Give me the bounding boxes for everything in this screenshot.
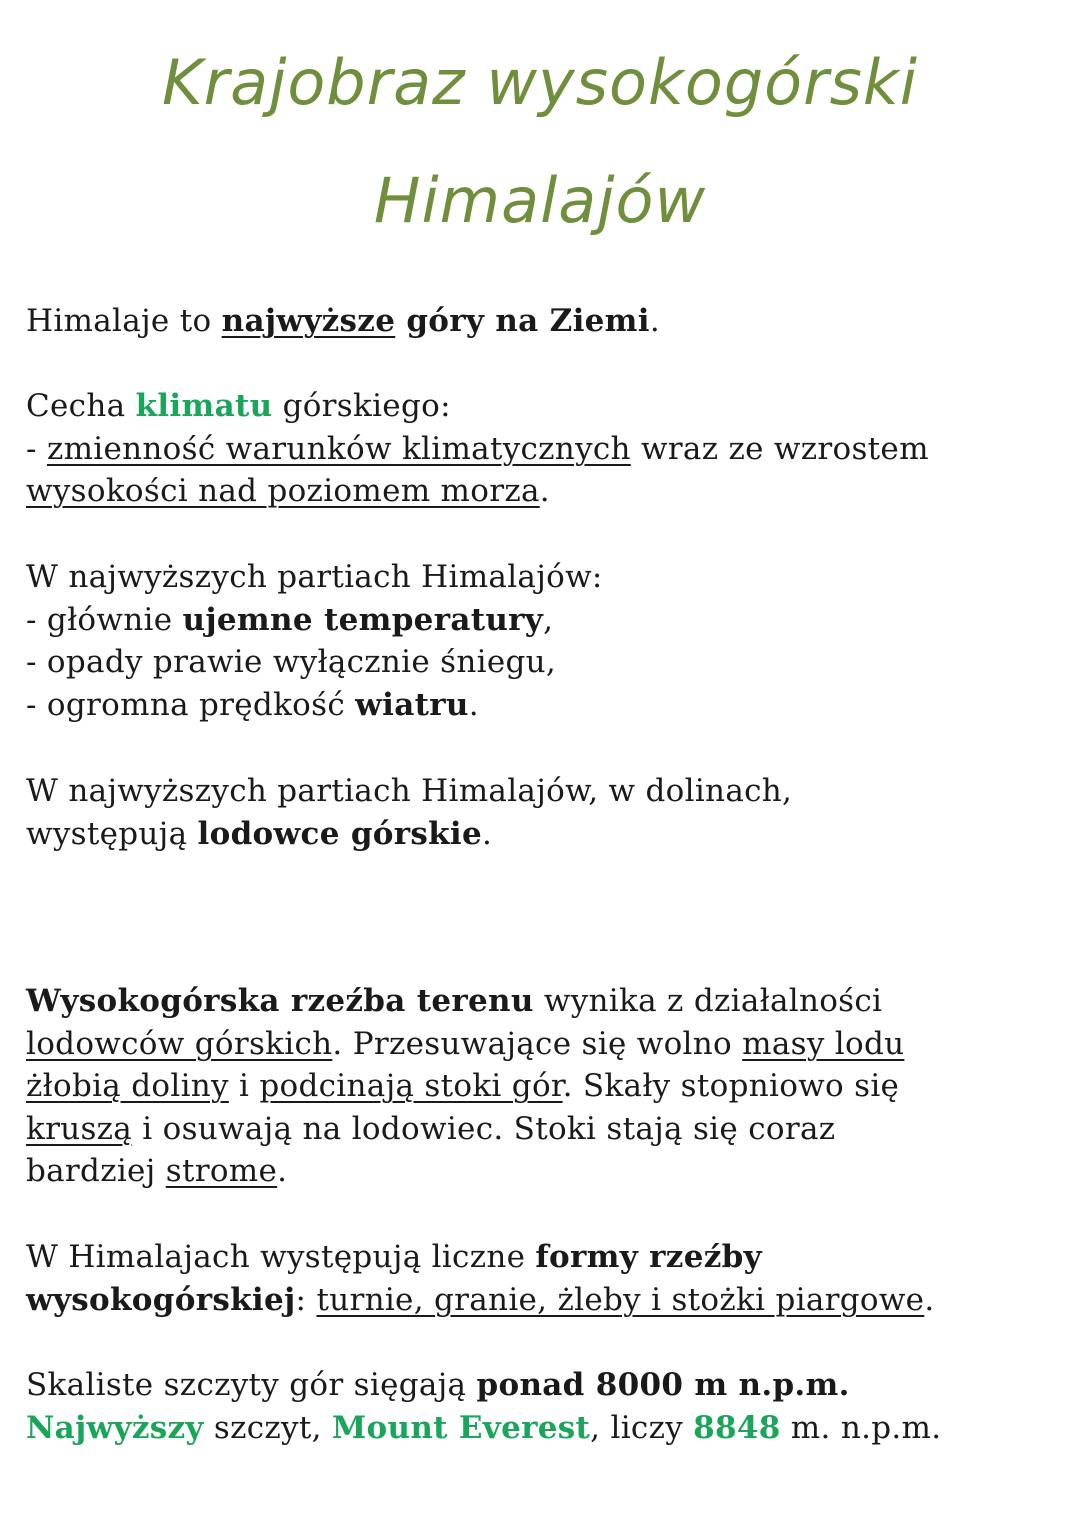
highest-parts-paragraph bbox=[26, 556, 1066, 726]
list-item: - ogromna prędkość wiatru. bbox=[26, 686, 479, 723]
relief-line-4: kruszą i osuwają na lodowiec. Stoki stają się coraz bbox=[26, 1110, 836, 1147]
relief-line-2: lodowców górskich. Przesuwające się wolno masy lodu bbox=[26, 1025, 905, 1062]
peaks-line-1: Skaliste szczyty gór sięgają ponad 8000 m n.p.m. bbox=[26, 1367, 850, 1403]
glaciers-paragraph bbox=[26, 770, 1066, 855]
climate-line-2: - zmienność warunków klimatycznych wraz ze wzrostem bbox=[26, 430, 929, 467]
relief-paragraph bbox=[26, 980, 1066, 1193]
climate-heading: Cecha klimatu górskiego: bbox=[26, 388, 451, 424]
forms-line-1: W Himalajach występują liczne formy rzeźby bbox=[26, 1239, 762, 1275]
page-title-line-1: Krajobraz wysokogórski bbox=[161, 46, 919, 119]
relief-line-3: żłobią doliny i podcinają stoki gór. Skały stopniowo się bbox=[26, 1068, 900, 1104]
peaks-paragraph bbox=[26, 1364, 1066, 1449]
relief-line-1: Wysokogórska rzeźba terenu wynika z działalności bbox=[26, 983, 883, 1019]
highest-parts-heading: W najwyższych partiach Himalajów: bbox=[26, 559, 603, 595]
peaks-line-2: Najwyższy szczyt, Mount Everest, liczy 8848 m. n.p.m. bbox=[26, 1409, 942, 1446]
climate-paragraph bbox=[26, 385, 1066, 513]
glaciers-line-2: występują lodowce górskie. bbox=[26, 815, 493, 852]
intro-line: Himalaje to najwyższe góry na Ziemi. bbox=[26, 303, 660, 339]
relief-line-5: bardziej strome. bbox=[26, 1153, 288, 1189]
forms-line-2: wysokogórskiej: turnie, granie, żleby i stożki piargowe. bbox=[26, 1281, 935, 1318]
list-item: - opady prawie wyłącznie śniegu, bbox=[26, 644, 557, 680]
list-item: - głównie ujemne temperatury, bbox=[26, 601, 554, 638]
intro-paragraph bbox=[26, 300, 1066, 343]
climate-line-3: wysokości nad poziomem morza. bbox=[26, 473, 550, 509]
glaciers-line-1: W najwyższych partiach Himalajów, w dolinach, bbox=[26, 773, 793, 809]
page-title-line-2: Himalajów bbox=[373, 164, 707, 237]
forms-paragraph bbox=[26, 1236, 1066, 1321]
